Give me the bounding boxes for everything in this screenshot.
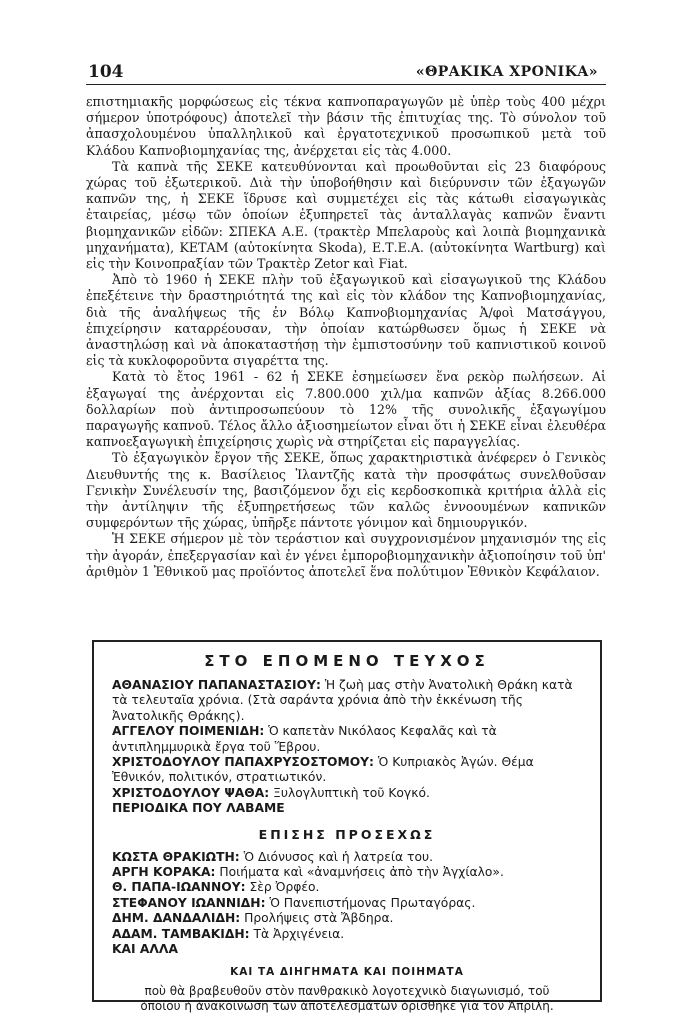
entry-text: Ὁ Διόνυσος καὶ ἡ λατρεία του.: [243, 849, 433, 864]
list-item: [112, 755, 586, 786]
article-body: [86, 94, 606, 580]
paragraph: Τὰ καπνὰ τῆς ΣΕΚΕ κατευθύνονται καὶ προωθοῦνται εἰς 23 διαφόρους χώρας τοῦ ἐξωτερικοῦ. Διὰ τὴν ὑποβοήθησιν καὶ διεύρυνσιν τῶν ἐξαγωγῶν καπνῶν της, ἡ ΣΕΚΕ ἵδρυσε καὶ συμμετέχει εἰς τὰς κάτωθι εἰσαγωγικὰς ἑταιρείας, μέσῳ τῶν ὁποίων ἐξυπηρετεῖ τὰς ἀνταλλαγὰς καπνῶν ἔναντι βιομηχανικῶν εἰδῶν: ΣΠΕΚΑ Α.Ε. (τρακτὲρ Μπελαροὺς καὶ λοιπὰ βιομηχανικὰ μηχανήματα), ΚΕΤΑΜ (αὐτοκίνητα Skoda), Ε.Τ.Ε.Α. (αὐτοκίνητα Wartburg) καὶ εἰς τὴν Κοινοπραξίαν τῶν Τρακτὲρ Zetor καὶ Fiat.: [86, 158, 606, 272]
entry-author: ΚΑΙ ΑΛΛΑ: [112, 942, 178, 957]
entry-text: Ἡ ζωὴ μας στὴν Ἀνατολικὴ Θράκη κατὰ τὰ τελευταῖα χρόνια. (Στὰ σαράντα χρόνια ἀπὸ τὴν ἐκκένωση τῆς Ἀνατολικῆς Θράκης).: [112, 678, 573, 723]
paragraph: επιστημιακῆς μορφώσεως εἰς τέκνα καπνοπαραγωγῶν μὲ ὑπὲρ τοὺς 400 μέχρι σήμερον ὑποτρόφους) ἀποτελεῖ τὴν βάσιν τῆς ἐπιτυχίας της. Τὸ σύνολον τοῦ ἀπασχολουμένου ὑπαλληλικοῦ καὶ ἐργατοτεχνικοῦ προσωπικοῦ μετὰ τοῦ Κλάδου Καπνοβιομηχανίας της, ἀνέρχεται εἰς τὰς 4.000.: [86, 94, 606, 158]
entry-text: Ξυλογλυπτικὴ τοῦ Κογκό.: [273, 785, 430, 800]
paragraph: Ἡ ΣΕΚΕ σήμερον μὲ τὸν τεράστιον καὶ συγχρονισμένον μηχανισμόν της εἰς τὴν ἀγοράν, ἐπεξεργασίαν καὶ ἐν γένει ἐμπορoβιομηχανικὴν ἀξιοποίησιν τοῦ ὑπ' ἀριθμὸν 1 Ἐθνικοῦ μας προϊόντος ἀποτελεῖ ἕνα πολύτιμον Ἐθνικὸν Κεφάλαιον.: [86, 531, 606, 579]
entry-author: ΚΩΣΤΑ ΘΡΑΚΙΩΤΗ:: [112, 849, 240, 864]
next-issue-box: [92, 640, 602, 1013]
entry-author: ΑΘΑΝΑΣΙΟΥ ΠΑΠΑΝΑΣΤΑΣΙΟΥ:: [112, 678, 321, 692]
paragraph: Τὸ ἐξαγωγικὸν ἔργον τῆς ΣΕΚΕ, ὅπως χαρακτηριστικὰ ἀνέφερεν ὁ Γενικὸς Διευθυντής της κ. Βασίλειος Ἰλαντζῆς κατὰ τὴν προσφάτως συνελθοῦσαν Γενικὴν Συνέλευσίν της, βασιζόμενον ὄχι εἰς κερδοσκοπικὰ κριτήρια ἀλλὰ εἰς τὴν ἀντίληψιν τῆς ἐξυπηρετήσεως τῶν καλῶς ἐννοουμένων καπνικῶν συμφερόντων τῆς χώρας, ὑπῆρξε πάντοτε γόνιμον καὶ δημιουργικόν.: [86, 450, 606, 531]
next-issue-entries: [94, 678, 600, 817]
entry-author: ΑΡΓΗ ΚΟΡΑΚΑ:: [112, 865, 216, 880]
entry-text: Ὁ καπετὰν Νικόλαος Κεφαλᾶς καὶ τὰ ἀντιπλημμυρικὰ ἔργα τοῦ Ἕβρου.: [112, 724, 497, 754]
entry-text: Προλήψεις στὰ Ἄβδηρα.: [244, 911, 394, 926]
tales-note: [94, 984, 600, 1014]
also-entries: [94, 850, 600, 958]
list-item: [112, 927, 586, 942]
list-item: [112, 911, 586, 926]
entry-text: Ὁ Κυπριακὸς Ἀγών. Θέμα Ἐθνικόν, πολιτικόν, στρατιωτικόν.: [112, 755, 534, 785]
entry-text: Ποιήματα καὶ «ἀναμνήσεις ἀπὸ τὴν Ἀγχίαλο».: [219, 865, 504, 880]
list-item: [112, 942, 586, 957]
entry-author: ΑΔΑΜ. ΤΑΜΒΑΚΙΔΗ:: [112, 926, 250, 941]
list-item: [112, 880, 586, 895]
tales-note-line: ποὺ θὰ βραβευθοῦν στὸν πανθρακικὸ λογοτεχνικὸ διαγωνισμό, τοῦ: [144, 983, 550, 998]
entry-author: ΣΤΕΦΑΝΟΥ ΙΩΑΝΝΙΔΗ:: [112, 895, 266, 910]
also-title: ΕΠΙΣΗΣ ΠΡΟΣΕΧΩΣ: [258, 826, 436, 842]
running-title: «ΘΡΑΚΙΚΑ ΧΡΟΝΙΚΑ»: [415, 64, 598, 80]
entry-author: ΠΕΡΙΟΔΙΚΑ ΠΟΥ ΛΑΒΑΜΕ: [112, 801, 285, 816]
header-rule: [86, 84, 606, 85]
entry-author: ΔΗΜ. ΔΑΝΔΑΛΙΔΗ:: [112, 911, 241, 926]
page-number: 104: [88, 62, 124, 82]
list-item: [112, 850, 586, 865]
tales-note-line: ὁποίου ἡ ἀνακοίνωση τῶν ἀποτελεσμάτων ὁρίσθηκε γιὰ τὸν Ἀπρίλη.: [140, 998, 554, 1013]
list-item: [112, 786, 586, 801]
list-item: [112, 896, 586, 911]
entry-author: ΑΓΓΕΛΟΥ ΠΟΙΜΕΝΙΔΗ:: [112, 724, 265, 739]
paragraph: Κατὰ τὸ ἔτος 1961 - 62 ἡ ΣΕΚΕ ἐσημείωσεν ἕνα ρεκὸρ πωλήσεων. Αἱ ἐξαγωγαί της ἀνέρχονται εἰς 7.800.000 χιλ/μα καπνῶν ἀξίας 8.266.000 δολλαρίων ποὺ ἀντιπροσωπεύουν τὸ 12% τῆς συνολικῆς ἐξαγωγίμου παραγωγῆς καπνοῦ. Τέλος ἄλλο ἀξιοσημείωτον εἶναι ὅτι ἡ ΣΕΚΕ εἶναι ἐλευθέρα καπνοεξαγωγικὴ ἐπιχείρησις χωρὶς νὰ στηρίζεται εἰς παραγγελίας.: [86, 369, 606, 450]
entry-text: Τὰ Ἀρχιγένεια.: [253, 926, 345, 941]
tales-title: ΚΑΙ ΤΑ ΔΙΗΓΗΜΑΤΑ ΚΑΙ ΠΟΙΗΜΑΤΑ: [230, 965, 464, 978]
paragraph: Ἀπὸ τὸ 1960 ἡ ΣΕΚΕ πλὴν τοῦ ἐξαγωγικοῦ καὶ εἰσαγωγικοῦ της Κλάδου ἐπεξέτεινε τὴν δραστηριότητά της καὶ εἰς τὸν κλάδον της Καπνοβιομηχανίας, διὰ τῆς ἀναλήψεως τῆς ἐν Βόλῳ Καπνοβιομηχανίας Ἀ/φοὶ Ματσάγγου, ἐπιχείρησιν καταρρέουσαν, τὴν ὁποίαν κατώρθωσεν ὅμως ἡ ΣΕΚΕ νὰ ἀναστηλώσῃ καὶ νὰ ἀποκαταστήσῃ τὴν ἐμπιστοσύνην τοῦ καπνιστικοῦ κοινοῦ εἰς τὰ κυκλοφοροῦντα σιγαρέττα της.: [86, 272, 606, 369]
list-item: [112, 865, 586, 880]
entry-author: Θ. ΠΑΠΑ-ΙΩΑΝΝΟΥ:: [112, 880, 246, 895]
next-issue-title: ΣΤΟ ΕΠΟΜΕΝΟ ΤΕΥΧΟΣ: [204, 652, 490, 670]
list-item: [112, 801, 586, 816]
entry-text: Σὲρ Ὀρφέο.: [249, 880, 320, 895]
entry-author: ΧΡΙΣΤΟΔΟΥΛΟΥ ΨΑΘΑ:: [112, 785, 270, 800]
list-item: [112, 724, 586, 755]
list-item: [112, 678, 586, 724]
entry-author: ΧΡΙΣΤΟΔΟΥΛΟΥ ΠΑΠΑΧΡΥΣΟΣΤΟΜΟΥ:: [112, 755, 374, 770]
entry-text: Ὁ Πανεπιστήμονας Πρωταγόρας.: [269, 895, 476, 910]
